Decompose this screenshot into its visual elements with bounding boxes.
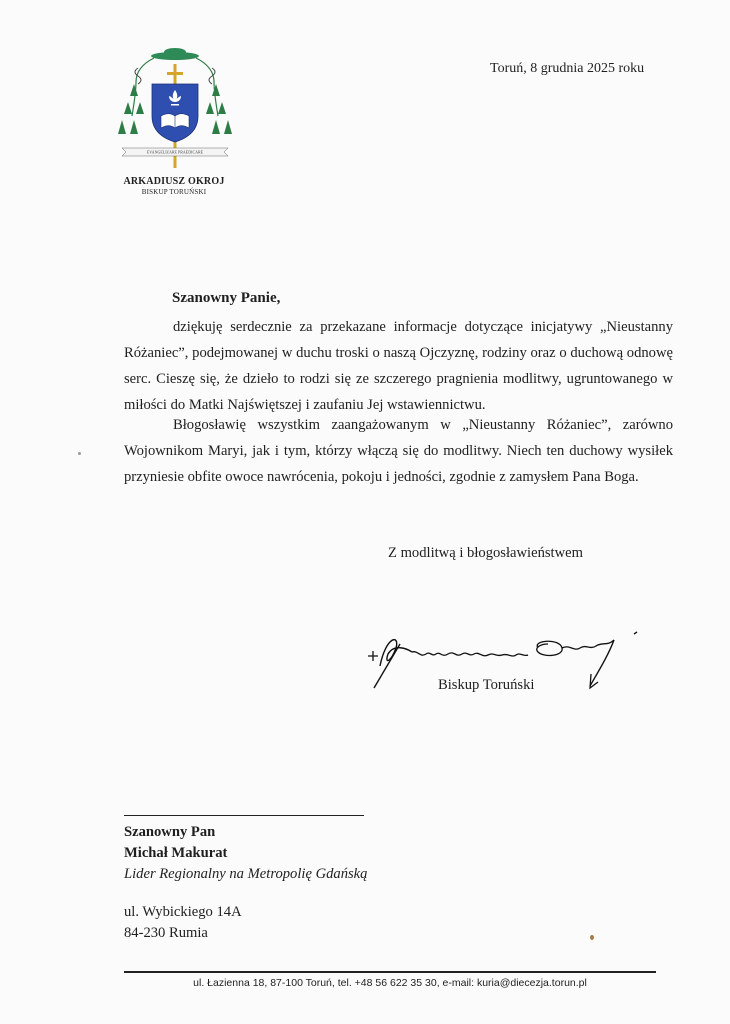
recipient-name: Michał Makurat [124, 845, 228, 861]
episcopal-coat-of-arms [112, 44, 238, 174]
tassels-left [118, 84, 144, 134]
body-paragraph-2: Błogosławię wszystkim zaangażowanym w „Nieustanny Różaniec”, zarówno Wojownikom Maryi, jak i tym, którzy włączą się do modlitwy. Niech ten duchowy wysiłek przyniesie obfite owoce nawrócenia, pokoju i jedności, zgodnie z zamysłem Pana Boga. [124, 417, 673, 485]
recipient-street: ul. Wybickiego 14A [124, 904, 242, 920]
closing-phrase: Z modlitwą i błogosławieństwem [388, 545, 583, 561]
body-paragraph-1: dziękuję serdecznie za przekazane informacje dotyczące inicjatywy „Nieustanny Różaniec”, podejmowanej w duchu troski o naszą Ojczyznę, rodziny oraz o duchową odnowę serc. Cieszę się, że dzieło to rodzi się ze szczerego pragnienia modlitwy, ugruntowanego w miłości do Matki Najświętszej i zaufaniu Jej wstawiennictwu. [124, 319, 673, 413]
cross-horizontal [167, 72, 183, 75]
footer-divider [124, 971, 656, 973]
footer-contact: ul. Łazienna 18, 87-100 Toruń, tel. +48 56 622 35 30, e-mail: kuria@diecezja.torun.pl [193, 977, 587, 989]
signature-title: Biskup Toruński [438, 677, 535, 693]
recipient-city: 84-230 Rumia [124, 925, 208, 941]
address-divider [124, 815, 364, 816]
hat-cord-right [196, 58, 218, 116]
galero-hat-crown [164, 48, 186, 56]
letter-date: Toruń, 8 grudnia 2025 roku [490, 61, 645, 76]
bishop-title: BISKUP TORUŃSKI [141, 188, 207, 196]
paper-speck [78, 452, 81, 455]
paper-speck [590, 935, 594, 940]
recipient-salutation: Szanowny Pan [124, 824, 216, 840]
bishop-name: ARKADIUSZ OKROJ [123, 176, 225, 187]
salutation: Szanowny Panie, [172, 290, 281, 306]
recipient-role: Lider Regionalny na Metropolię Gdańską [124, 866, 368, 882]
motto-text: EVANGELIZARE PRAEDICARE [146, 149, 204, 155]
tassels-right [206, 84, 232, 134]
hat-cord-left [132, 58, 154, 116]
